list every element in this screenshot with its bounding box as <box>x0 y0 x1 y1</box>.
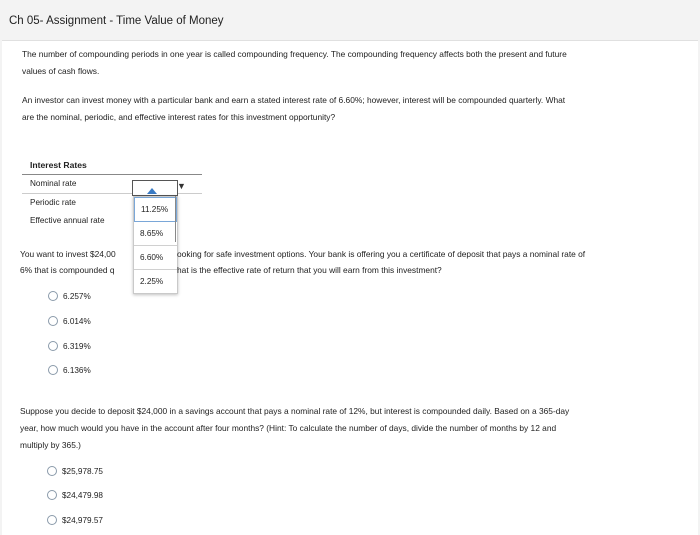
q3-line-1: Suppose you decide to deposit $24,000 in a savings account that pays a nominal rate of 12%, but interest is compounded daily. Based on a 365-day <box>20 406 570 416</box>
chevron-down-icon[interactable]: ▼ <box>177 181 186 191</box>
table-header: Interest Rates <box>22 158 202 175</box>
q2-option-4[interactable] <box>48 365 91 375</box>
dropdown-pointer-icon <box>147 188 157 194</box>
radio-button[interactable] <box>47 490 57 500</box>
q2-option-2[interactable] <box>48 316 91 326</box>
option-label: 6.257% <box>63 291 91 301</box>
option-label: 6.014% <box>63 316 91 326</box>
intro-line-1: The number of compounding periods in one year is called compounding frequency. The compounding frequency affects both the present and future <box>22 49 567 59</box>
option-label: 6.136% <box>63 365 91 375</box>
option-label: $24,979.57 <box>62 515 103 525</box>
question-1-text <box>22 92 662 126</box>
dropdown-option[interactable]: 11.25% <box>134 197 177 222</box>
row-nominal-rate: Nominal rate <box>22 175 202 194</box>
q2-option-1[interactable] <box>48 291 91 301</box>
q2-option-3[interactable] <box>48 341 91 351</box>
q2-text-right-2: hat is the effective rate of return that you will earn from this investment? <box>177 265 442 275</box>
q3-line-3: multiply by 365.) <box>20 440 81 450</box>
radio-button[interactable] <box>48 365 58 375</box>
dropdown-options-list[interactable] <box>133 196 178 294</box>
dropdown-option[interactable]: 8.65% <box>134 222 177 246</box>
intro-line-2: values of cash flows. <box>22 66 100 76</box>
q2-text-left-1: You want to invest $24,00 <box>20 249 116 259</box>
q1-line-1: An investor can invest money with a particular bank and earn a stated interest rate of 6.60%; however, interest will be compounded quarterly. What <box>22 95 566 105</box>
radio-button[interactable] <box>48 341 58 351</box>
radio-button[interactable] <box>47 466 57 476</box>
q2-text-left-2: 6% that is compounded q <box>20 265 115 275</box>
question-3-text <box>20 403 660 454</box>
row-periodic-rate: Periodic rate <box>30 198 76 207</box>
option-label: $24,479.98 <box>62 490 103 500</box>
dropdown-option[interactable]: 2.25% <box>140 277 164 286</box>
title-bar <box>0 0 700 40</box>
q1-line-2: are the nominal, periodic, and effective interest rates for this investment opportunity? <box>22 112 336 122</box>
q3-option-3[interactable] <box>47 515 103 525</box>
select-edge <box>175 196 184 242</box>
q2-text-right-1: ooking for safe investment options. Your bank is offering you a certificate of deposit that pays a nominal rate of <box>177 249 586 259</box>
q3-line-2: year, how much would you have in the account after four months? (Hint: To calculate the number of days, divide the number of months by 12 and <box>20 423 557 433</box>
row-effective-annual-rate: Effective annual rate <box>30 216 105 225</box>
q3-option-1[interactable] <box>47 466 103 476</box>
dropdown-option[interactable]: 6.60% <box>134 246 177 270</box>
q3-option-2[interactable] <box>47 490 103 500</box>
radio-button[interactable] <box>48 291 58 301</box>
radio-button[interactable] <box>47 515 57 525</box>
page-title: Ch 05- Assignment - Time Value of Money <box>9 15 224 27</box>
option-label: 6.319% <box>63 341 91 351</box>
intro-text <box>22 46 662 80</box>
option-label: $25,978.75 <box>62 466 103 476</box>
radio-button[interactable] <box>48 316 58 326</box>
